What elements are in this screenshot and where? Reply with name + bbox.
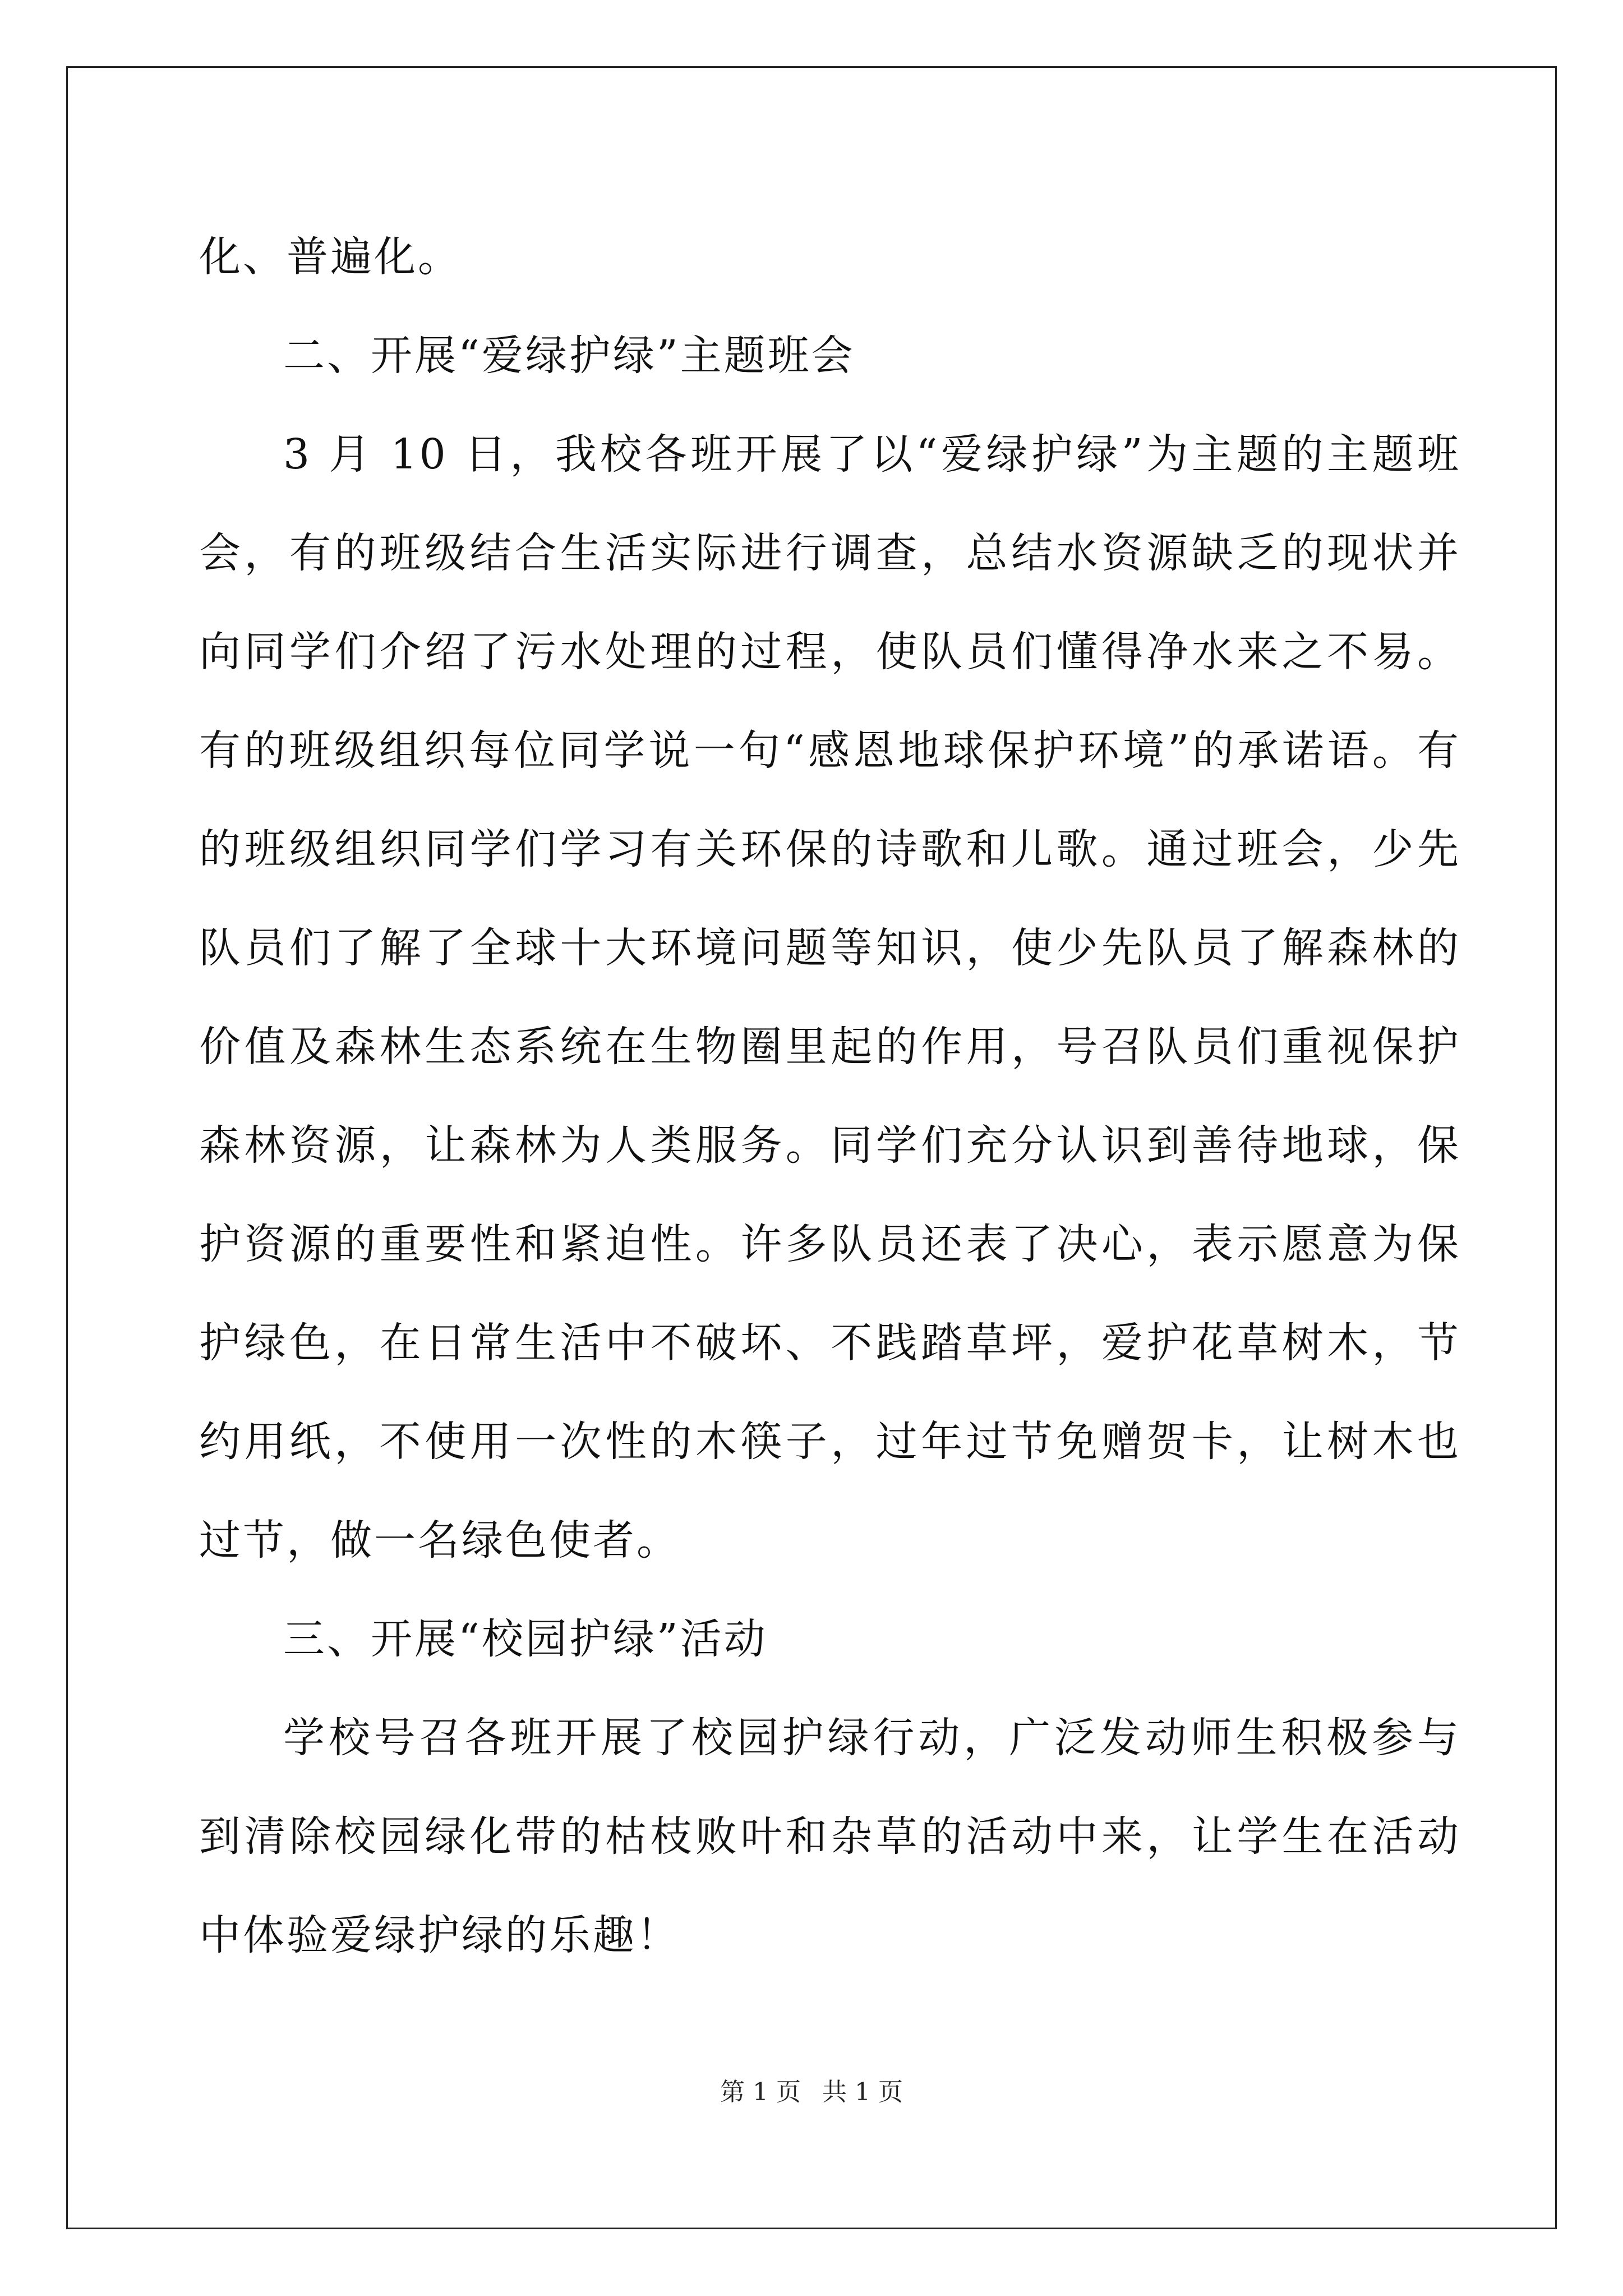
page-footer: [0, 2076, 1623, 2109]
document-body: [199, 208, 1461, 1985]
paragraph-campus-greening: 学校号召各班开展了校园护绿行动，广泛发动师生积极参与到清除校园绿化带的枯枝败叶和杂草的活动中来，让学生在活动中体验爱绿护绿的乐趣！: [199, 1714, 1461, 1959]
paragraph-class-meeting: 3 月 10 日，我校各班开展了以“爱绿护绿”为主题的主题班会，有的班级结合生活实际进行调查，总结水资源缺乏的现状并向同学们介绍了污水处理的过程，使队员们懂得净水来之不易。有的班级组织每位同学说一句“感恩地球保护环境”的承诺语。有的班级组织同学们学习有关环保的诗歌和儿歌。通过班会，少先队员们了解了全球十大环境问题等知识，使少先队员了解森林的价值及森林生态系统在生物圈里起的作用，号召队员们重视保护森林资源，让森林为人类服务。同学们充分认识到善待地球，保护资源的重要性和紧迫性。许多队员还表了决心，表示愿意为保护绿色，在日常生活中不破坏、不践踏草坪，爱护花草树木，节约用纸，不使用一次性的木筷子，过年过节免赠贺卡，让树木也过节，做一名绿色使者。: [199, 430, 1461, 1565]
paragraph-continuation: 化、普遍化。: [199, 233, 462, 281]
section-heading-class-meeting: 二、开展“爱绿护绿”主题班会: [283, 332, 855, 380]
page-number: 第 1 页: [720, 2078, 801, 2106]
section-heading-campus-greening: 三、开展“校园护绿”活动: [283, 1615, 768, 1663]
page-total: 共 1 页: [822, 2078, 903, 2106]
